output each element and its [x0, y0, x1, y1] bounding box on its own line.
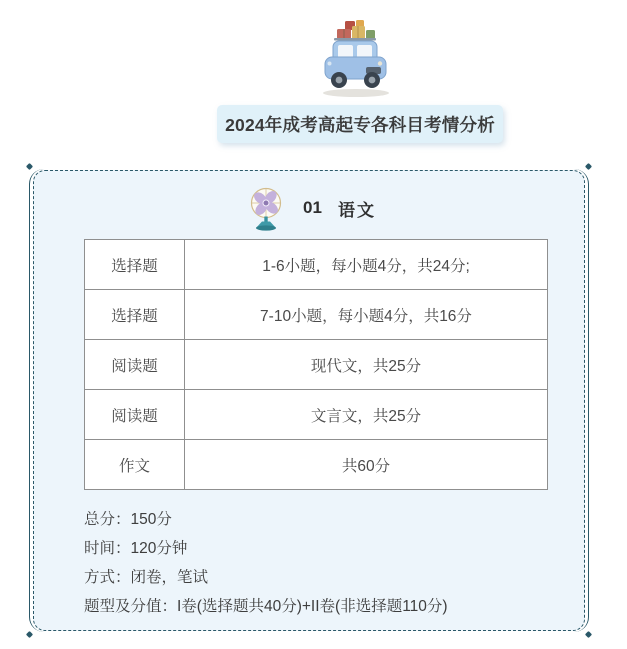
table-row [85, 340, 548, 390]
table-row [85, 440, 548, 490]
summary-total-score: 总分：150分 [84, 511, 172, 528]
question-detail-cell: 现代文，共25分 [185, 340, 548, 390]
question-type-cell: 选择题 [85, 240, 185, 290]
section-subject: 语文 [337, 200, 376, 220]
frame-corner-decoration [585, 631, 592, 638]
frame-corner-decoration [26, 631, 33, 638]
page-title: 2024年成考高起专各科目考情分析 [225, 114, 495, 135]
travel-car-icon [314, 16, 398, 100]
summary-score-distribution: 题型及分值：I卷(选择题共40分)+II卷(非选择题110分) [84, 598, 448, 615]
question-detail-cell: 1-6小题，每小题4分，共24分; [185, 240, 548, 290]
section-header [34, 183, 584, 233]
question-type-cell: 阅读题 [85, 340, 185, 390]
frame-corner-decoration [26, 163, 33, 170]
summary-duration: 时间：120分钟 [84, 540, 188, 557]
question-type-cell: 作文 [85, 440, 185, 490]
title-banner [217, 105, 503, 143]
question-detail-cell: 文言文，共25分 [185, 390, 548, 440]
summary-format: 方式：闭卷，笔试 [84, 569, 209, 586]
subject-analysis-card [33, 170, 585, 631]
table-row [85, 390, 548, 440]
section-number: 01 [303, 198, 322, 217]
electric-fan-icon [242, 184, 290, 232]
table-row [85, 240, 548, 290]
exam-summary [84, 505, 554, 621]
question-type-cell: 阅读题 [85, 390, 185, 440]
question-detail-cell: 共60分 [185, 440, 548, 490]
exam-breakdown-table [84, 239, 548, 490]
frame-corner-decoration [585, 163, 592, 170]
question-type-cell: 选择题 [85, 290, 185, 340]
question-detail-cell: 7-10小题，每小题4分，共16分 [185, 290, 548, 340]
table-row [85, 290, 548, 340]
